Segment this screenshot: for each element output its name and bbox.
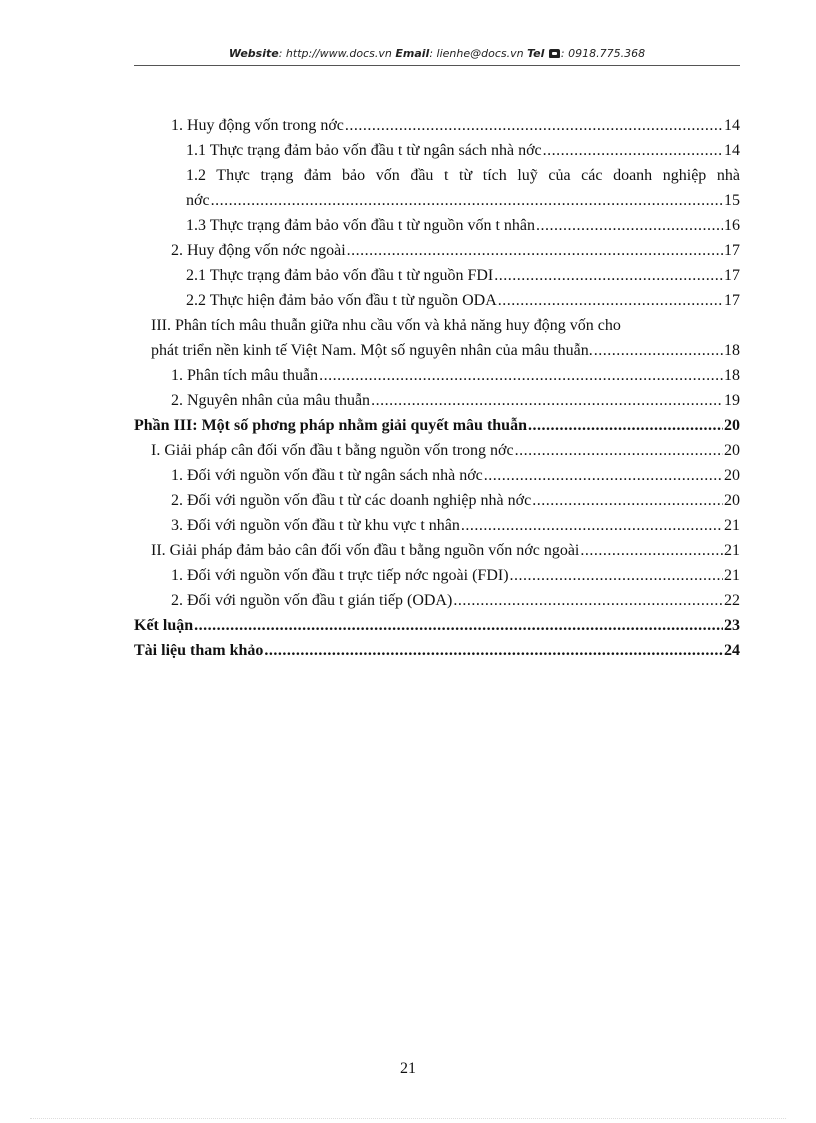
leader-dots [532,488,723,513]
leader-dots [461,513,723,538]
leader-dots [494,263,723,288]
toc-entry[interactable]: Tài liệu tham khảo ..... 24 [134,638,740,663]
toc-page-number: 15 [724,192,740,209]
leader-dots [453,588,723,613]
toc-page-number: 22 [724,592,740,609]
toc-entry[interactable]: III. Phân tích mâu thuẫn giữa nhu cầu vốn và khả năng huy động vốn cho [151,317,621,334]
toc-page-number: 21 [724,542,740,559]
toc-page-number: 21 [724,567,740,584]
toc-page-number: 19 [724,392,740,409]
toc-page-number: 14 [724,117,740,134]
tel-label: Tel [527,47,545,60]
toc-page-number: 20 [724,467,740,484]
toc-entry[interactable]: 1.1 Thực trạng đảm bảo vốn đầu t từ ngân sách nhà nớc ..... 14 [134,138,740,163]
leader-dots [543,138,723,163]
leader-dots [528,413,723,438]
toc-entry[interactable]: II. Giải pháp đảm bảo cân đối vốn đầu t bằng nguồn vốn nớc ngoài ..... 21 [134,538,740,563]
leader-dots [194,613,723,638]
page-bottom-border [30,1118,786,1119]
toc-entry[interactable]: 2. Nguyên nhân của mâu thuẫn ..... 19 [134,388,740,413]
toc-page-number: 18 [724,342,740,359]
leader-dots [264,638,723,663]
toc-entry[interactable]: I. Giải pháp cân đối vốn đầu t bằng nguồn vốn trong nớc ..... 20 [134,438,740,463]
leader-dots [510,563,723,588]
toc-page-number: 18 [724,367,740,384]
leader-dots [515,438,723,463]
page-header [134,47,740,60]
toc-entry[interactable]: nớc ..... 15 [134,188,740,213]
toc-page-number: 14 [724,142,740,159]
toc-entry[interactable]: 1.2 Thực trạng đảm bảo vốn đầu t từ tích luỹ của các doanh nghiệp nhà [186,167,740,184]
toc-entry[interactable]: 2. Đối với nguồn vốn đầu t gián tiếp (ODA) ..... 22 [134,588,740,613]
email-value[interactable]: : lienhe@docs.vn [429,47,524,60]
toc-page-number: 17 [724,267,740,284]
toc-page-number: 20 [724,442,740,459]
toc-entry[interactable]: 3. Đối với nguồn vốn đầu t từ khu vực t nhân ..... 21 [134,513,740,538]
toc-entry[interactable]: Phần III: Một số phơng pháp nhằm giải quyết mâu thuẫn ..... 20 [134,413,740,438]
leader-dots [371,388,723,413]
table-of-contents [134,113,740,663]
toc-page-number: 16 [724,217,740,234]
website-value[interactable]: : http://www.docs.vn [278,47,392,60]
leader-dots [484,463,723,488]
toc-entry[interactable]: 2.1 Thực trạng đảm bảo vốn đầu t từ nguồn FDI ..... 17 [134,263,740,288]
toc-entry[interactable]: phát triển nền kinh tế Việt Nam. Một số nguyên nhân của mâu thuẫn. ..... 18 [134,338,740,363]
toc-page-number: 23 [724,617,740,634]
leader-dots [211,188,723,213]
toc-entry[interactable]: 2. Huy động vốn nớc ngoài ..... 17 [134,238,740,263]
header-divider [134,65,740,66]
toc-page-number: 20 [724,417,740,434]
toc-entry[interactable]: 1.3 Thực trạng đảm bảo vốn đầu t từ nguồn vốn t nhân ..... 16 [134,213,740,238]
toc-entry[interactable]: 1. Đối với nguồn vốn đầu t trực tiếp nớc ngoài (FDI) ..... 21 [134,563,740,588]
leader-dots [580,538,723,563]
toc-entry[interactable]: 1. Đối với nguồn vốn đầu t từ ngân sách nhà nớc ..... 20 [134,463,740,488]
page-number: 21 [400,1060,416,1077]
website-label: Website [228,47,279,60]
toc-entry[interactable]: 2. Đối với nguồn vốn đầu t từ các doanh nghiệp nhà nớc ..... 20 [134,488,740,513]
toc-page-number: 24 [724,642,740,659]
toc-entry[interactable]: Kết luận ..... 23 [134,613,740,638]
leader-dots [536,213,723,238]
toc-entry[interactable]: 1. Huy động vốn trong nớc ..... 14 [134,113,740,138]
leader-dots [345,113,723,138]
telephone-icon [549,49,560,58]
toc-page-number: 20 [724,492,740,509]
email-label: Email [395,47,430,60]
toc-entry[interactable]: 2.2 Thực hiện đảm bảo vốn đầu t từ nguồn ODA ..... 17 [134,288,740,313]
toc-page-number: 17 [724,292,740,309]
leader-dots [498,288,723,313]
leader-dots [347,238,723,263]
toc-entry[interactable]: 1. Phân tích mâu thuẫn ..... 18 [134,363,740,388]
leader-dots [594,338,723,363]
tel-value: : 0918.775.368 [560,47,646,60]
toc-page-number: 21 [724,517,740,534]
leader-dots [319,363,723,388]
toc-page-number: 17 [724,242,740,259]
